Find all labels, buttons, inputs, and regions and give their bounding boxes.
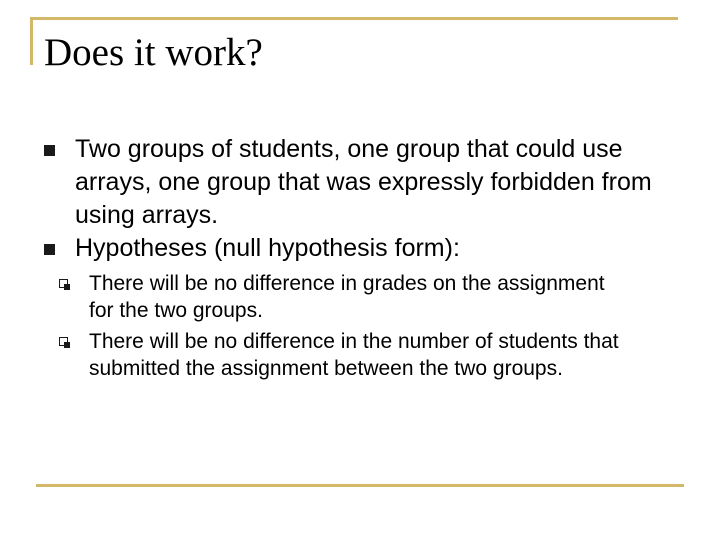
title-frame-top-line (30, 17, 678, 20)
hollow-square-icon (59, 279, 68, 288)
filled-square-icon (44, 145, 55, 156)
bullet-text: Hypotheses (null hypothesis form): (75, 234, 460, 262)
bullet-item (44, 232, 684, 382)
sub-bullet-item (67, 328, 634, 382)
filled-square-icon (44, 244, 55, 255)
bullet-item (44, 133, 684, 232)
title-frame-left-line (30, 17, 33, 65)
hollow-square-icon (59, 337, 68, 346)
sub-bullet-item (67, 270, 634, 324)
sub-bullet-text: There will be no difference in grades on the assignment for the two groups. (89, 272, 605, 322)
sub-bullet-list (75, 270, 684, 382)
footer-divider-line (36, 484, 684, 487)
bullet-text: Two groups of students, one group that could use arrays, one group that was expressly forbidden from using arrays. (75, 135, 652, 229)
sub-bullet-text: There will be no difference in the number of students that submitted the assignment between the two groups. (89, 330, 619, 380)
bullet-list (44, 133, 684, 382)
slide-title: Does it work? (44, 31, 263, 74)
